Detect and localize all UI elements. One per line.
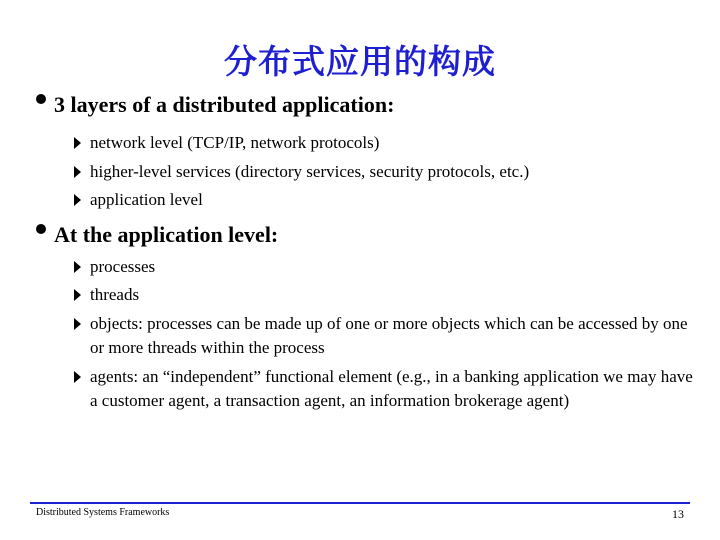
triangle-bullet-icon: [74, 318, 81, 330]
footer-text: Distributed Systems Frameworks: [36, 507, 170, 518]
section-heading-text: 3 layers of a distributed application:: [54, 92, 395, 117]
list-item: [74, 365, 694, 413]
list-item-text: agents: an “independent” functional element (e.g., in a banking application we may have a customer agent, a transaction agent, an information brokerage agent): [90, 367, 693, 410]
list-item: [74, 283, 694, 307]
list-item: [74, 160, 694, 184]
slide-title: 分布式应用的构成: [224, 42, 496, 81]
list-item-text: application level: [90, 190, 203, 209]
triangle-bullet-icon: [74, 289, 81, 301]
page-number: 13: [672, 507, 684, 521]
section-heading-layers: [36, 92, 394, 118]
list-item: [74, 131, 694, 155]
list-item: [74, 255, 694, 279]
list-item-text: higher-level services (directory services, security protocols, etc.): [90, 162, 530, 181]
triangle-bullet-icon: [74, 261, 81, 273]
triangle-bullet-icon: [74, 137, 81, 149]
list-item-text: threads: [90, 285, 140, 304]
bullet-dot-icon: [36, 224, 46, 234]
bullet-dot-icon: [36, 94, 46, 104]
triangle-bullet-icon: [74, 166, 81, 178]
footer-divider: [30, 502, 690, 504]
list-item: [74, 312, 694, 360]
section-heading-text: At the application level:: [54, 222, 279, 247]
list-item-text: processes: [90, 257, 156, 276]
triangle-bullet-icon: [74, 194, 81, 206]
list-item-text: objects: processes can be made up of one or more objects which can be accessed by one or more threads within the process: [90, 314, 688, 357]
triangle-bullet-icon: [74, 371, 81, 383]
list-item: [74, 188, 694, 212]
section-heading-app-level: [36, 222, 278, 248]
list-item-text: network level (TCP/IP, network protocols): [90, 133, 380, 152]
